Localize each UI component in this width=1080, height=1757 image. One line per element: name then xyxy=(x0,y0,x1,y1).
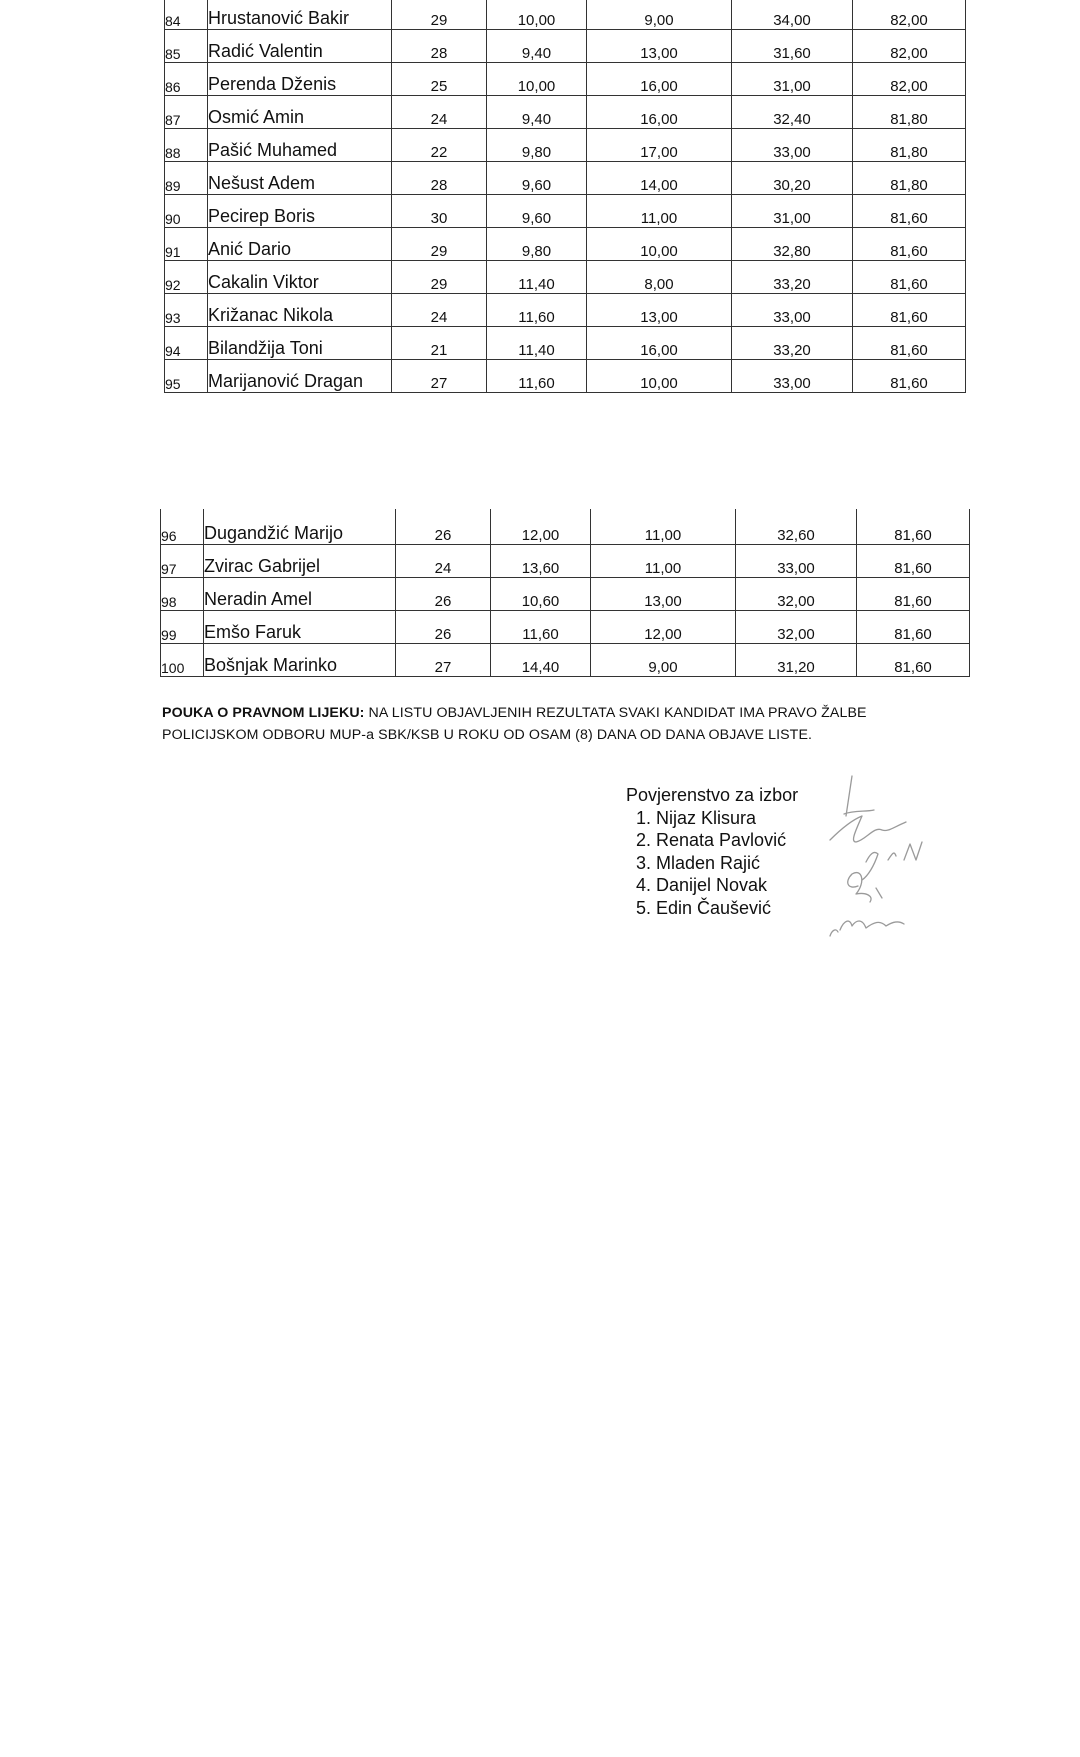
legal-notice-lead: POUKA O PRAVNOM LIJEKU: xyxy=(162,705,365,721)
points-column-1: 26 xyxy=(396,578,491,611)
points-column-3: 10,00 xyxy=(587,360,732,393)
candidate-name: Cakalin Viktor xyxy=(208,261,392,294)
points-column-1: 24 xyxy=(396,545,491,578)
candidate-name: Zvirac Gabrijel xyxy=(204,545,396,578)
points-column-4: 30,20 xyxy=(732,162,853,195)
table-row xyxy=(165,360,966,393)
row-number: 90 xyxy=(165,195,208,228)
total-points: 81,60 xyxy=(857,644,970,677)
points-column-2: 9,60 xyxy=(487,195,587,228)
row-number: 93 xyxy=(165,294,208,327)
row-number: 99 xyxy=(161,611,204,644)
total-points: 82,00 xyxy=(853,30,966,63)
points-column-2: 12,00 xyxy=(491,509,591,545)
points-column-1: 25 xyxy=(392,63,487,96)
row-number: 96 xyxy=(161,509,204,545)
points-column-3: 11,00 xyxy=(591,545,736,578)
table-row xyxy=(161,644,970,677)
results-table-body xyxy=(165,0,966,393)
total-points: 81,60 xyxy=(853,327,966,360)
row-number: 95 xyxy=(165,360,208,393)
points-column-4: 33,00 xyxy=(736,545,857,578)
points-column-1: 28 xyxy=(392,162,487,195)
points-column-3: 13,00 xyxy=(591,578,736,611)
legal-remedy-notice xyxy=(162,702,962,746)
results-table-part-2 xyxy=(160,509,970,677)
points-column-4: 33,00 xyxy=(732,360,853,393)
candidate-name: Bošnjak Marinko xyxy=(204,644,396,677)
candidate-name: Pašić Muhamed xyxy=(208,129,392,162)
table-row xyxy=(165,0,966,30)
points-column-2: 14,40 xyxy=(491,644,591,677)
total-points: 82,00 xyxy=(853,0,966,30)
points-column-3: 14,00 xyxy=(587,162,732,195)
total-points: 81,60 xyxy=(853,195,966,228)
table-row xyxy=(165,261,966,294)
table-row xyxy=(165,129,966,162)
points-column-1: 27 xyxy=(396,644,491,677)
points-column-3: 13,00 xyxy=(587,30,732,63)
table-row xyxy=(161,578,970,611)
row-number: 100 xyxy=(161,644,204,677)
candidate-name: Marijanović Dragan xyxy=(208,360,392,393)
points-column-3: 8,00 xyxy=(587,261,732,294)
committee-member: 3. Mladen Rajić xyxy=(656,852,798,875)
points-column-4: 32,60 xyxy=(736,509,857,545)
committee-member: 5. Edin Čaušević xyxy=(656,897,798,920)
points-column-1: 21 xyxy=(392,327,487,360)
row-number: 98 xyxy=(161,578,204,611)
committee-member: 2. Renata Pavlović xyxy=(656,829,798,852)
table-row xyxy=(165,327,966,360)
points-column-1: 22 xyxy=(392,129,487,162)
total-points: 81,60 xyxy=(853,294,966,327)
candidate-name: Križanac Nikola xyxy=(208,294,392,327)
points-column-4: 32,00 xyxy=(736,611,857,644)
table-row xyxy=(165,195,966,228)
points-column-1: 29 xyxy=(392,228,487,261)
points-column-3: 9,00 xyxy=(591,644,736,677)
table-row xyxy=(161,611,970,644)
results-table-part-1 xyxy=(164,0,966,393)
total-points: 81,60 xyxy=(853,261,966,294)
table-row xyxy=(165,30,966,63)
candidate-name: Neradin Amel xyxy=(204,578,396,611)
points-column-3: 9,00 xyxy=(587,0,732,30)
table-row xyxy=(165,96,966,129)
points-column-4: 31,60 xyxy=(732,30,853,63)
row-number: 91 xyxy=(165,228,208,261)
points-column-3: 17,00 xyxy=(587,129,732,162)
legal-notice-text: NA LISTU OBJAVLJENIH REZULTATA SVAKI KANDIDAT IMA PRAVO ŽALBE POLICIJSKOM ODBORU MUP-a SBK/KSB U ROKU OD OSAM (8) DANA OD DANA OBJAVE LISTE. xyxy=(162,705,867,743)
points-column-2: 13,60 xyxy=(491,545,591,578)
points-column-1: 28 xyxy=(392,30,487,63)
row-number: 85 xyxy=(165,30,208,63)
points-column-1: 24 xyxy=(392,96,487,129)
committee-member: 4. Danijel Novak xyxy=(656,874,798,897)
row-number: 94 xyxy=(165,327,208,360)
points-column-4: 31,00 xyxy=(732,63,853,96)
table-row xyxy=(165,162,966,195)
points-column-3: 11,00 xyxy=(591,509,736,545)
points-column-2: 9,80 xyxy=(487,129,587,162)
total-points: 81,60 xyxy=(857,545,970,578)
points-column-2: 9,60 xyxy=(487,162,587,195)
points-column-4: 32,00 xyxy=(736,578,857,611)
points-column-1: 27 xyxy=(392,360,487,393)
points-column-1: 30 xyxy=(392,195,487,228)
candidate-name: Pecirep Boris xyxy=(208,195,392,228)
row-number: 84 xyxy=(165,0,208,30)
points-column-4: 32,80 xyxy=(732,228,853,261)
points-column-3: 11,00 xyxy=(587,195,732,228)
points-column-1: 29 xyxy=(392,0,487,30)
total-points: 81,60 xyxy=(857,611,970,644)
points-column-4: 31,20 xyxy=(736,644,857,677)
total-points: 82,00 xyxy=(853,63,966,96)
points-column-2: 11,60 xyxy=(491,611,591,644)
points-column-2: 11,40 xyxy=(487,261,587,294)
handwritten-signatures xyxy=(770,770,950,950)
row-number: 86 xyxy=(165,63,208,96)
table-row xyxy=(161,509,970,545)
points-column-1: 26 xyxy=(396,611,491,644)
points-column-2: 9,40 xyxy=(487,96,587,129)
points-column-4: 31,00 xyxy=(732,195,853,228)
committee-title: Povjerenstvo za izbor xyxy=(626,785,799,805)
total-points: 81,60 xyxy=(853,360,966,393)
total-points: 81,60 xyxy=(857,578,970,611)
points-column-4: 33,20 xyxy=(732,261,853,294)
table-row xyxy=(165,228,966,261)
row-number: 88 xyxy=(165,129,208,162)
candidate-name: Dugandžić Marijo xyxy=(204,509,396,545)
candidate-name: Radić Valentin xyxy=(208,30,392,63)
points-column-2: 11,60 xyxy=(487,294,587,327)
points-column-3: 16,00 xyxy=(587,327,732,360)
row-number: 87 xyxy=(165,96,208,129)
points-column-2: 10,00 xyxy=(487,63,587,96)
points-column-1: 29 xyxy=(392,261,487,294)
points-column-4: 32,40 xyxy=(732,96,853,129)
points-column-3: 16,00 xyxy=(587,63,732,96)
candidate-name: Bilandžija Toni xyxy=(208,327,392,360)
points-column-1: 26 xyxy=(396,509,491,545)
points-column-2: 11,60 xyxy=(487,360,587,393)
total-points: 81,60 xyxy=(853,228,966,261)
table-row xyxy=(161,545,970,578)
points-column-2: 11,40 xyxy=(487,327,587,360)
points-column-3: 12,00 xyxy=(591,611,736,644)
candidate-name: Osmić Amin xyxy=(208,96,392,129)
points-column-1: 24 xyxy=(392,294,487,327)
points-column-4: 34,00 xyxy=(732,0,853,30)
row-number: 89 xyxy=(165,162,208,195)
points-column-4: 33,00 xyxy=(732,129,853,162)
points-column-2: 10,00 xyxy=(487,0,587,30)
results-table-body xyxy=(161,509,970,677)
points-column-2: 10,60 xyxy=(491,578,591,611)
total-points: 81,80 xyxy=(853,162,966,195)
row-number: 97 xyxy=(161,545,204,578)
candidate-name: Anić Dario xyxy=(208,228,392,261)
candidate-name: Nešust Adem xyxy=(208,162,392,195)
candidate-name: Emšo Faruk xyxy=(204,611,396,644)
points-column-2: 9,40 xyxy=(487,30,587,63)
points-column-2: 9,80 xyxy=(487,228,587,261)
points-column-4: 33,00 xyxy=(732,294,853,327)
points-column-3: 10,00 xyxy=(587,228,732,261)
candidate-name: Perenda Dženis xyxy=(208,63,392,96)
total-points: 81,80 xyxy=(853,129,966,162)
committee-member: 1. Nijaz Klisura xyxy=(656,807,798,830)
candidate-name: Hrustanović Bakir xyxy=(208,0,392,30)
total-points: 81,80 xyxy=(853,96,966,129)
points-column-4: 33,20 xyxy=(732,327,853,360)
total-points: 81,60 xyxy=(857,509,970,545)
table-row xyxy=(165,294,966,327)
points-column-3: 13,00 xyxy=(587,294,732,327)
table-row xyxy=(165,63,966,96)
row-number: 92 xyxy=(165,261,208,294)
points-column-3: 16,00 xyxy=(587,96,732,129)
